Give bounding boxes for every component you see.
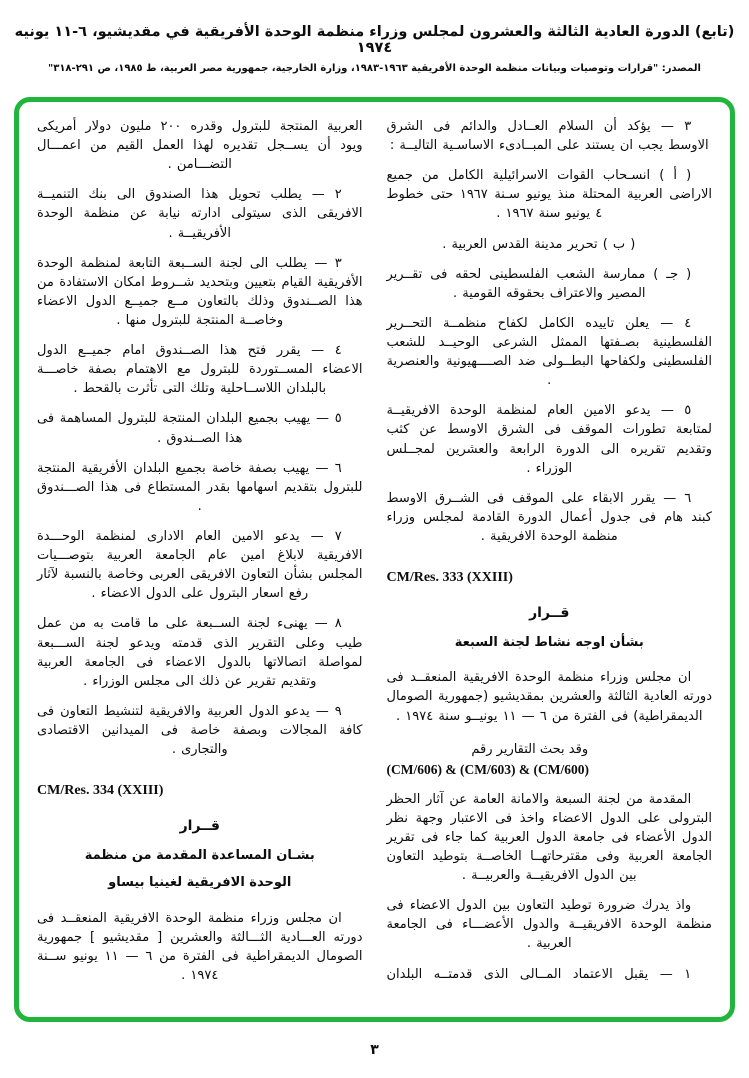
header-session-title: (تابع) الدورة العادية الثالثة والعشرون لمجلس وزراء منظمة الوحدة الأفريقية في مقديشيو، ٦-١١ يونيه ١٩٧٤	[14, 24, 735, 56]
paragraph-clause-2: ٢ — يطلب تحويل هذا الصندوق الى بنك التنميــة الافريقى الذى سيتولى ادارته نيابة عن منظمة الوحدة الأفريقيــة .	[37, 187, 363, 241]
paragraph-clause-1-open: ١ — يقبل الاعتماد المــالى الذى قدمتــه البلدان	[386, 966, 692, 982]
content-frame	[14, 97, 735, 1022]
paragraph-clause-1-cont: العربية المنتجة للبترول وقدره ٢٠٠ مليون دولار أمريكى ويود أن يســجل تقديره لهذا العمل القيم من اعمـــال التضـــامن .	[37, 119, 363, 173]
paragraph-clause-5: ٥ — يدعو الامين العام لمنظمة الوحدة الافريقيــة لمتابعة تطورات الموقف فى الشرق الاوسط عن كثب وتقديم تقريره الى الدورة الرابعة والعشرين لمجــلس الوزراء .	[386, 403, 712, 476]
resolution-ref-333: CM/Res. 333 (XXIII)	[386, 570, 513, 586]
header-source-line: المصدر: "قرارات وتوصيات وبيانات منظمة الوحدة الأفريقية ١٩٦٣-١٩٨٣، وزارة الخارجية، جمهورية مصر العربية، ط ١٩٨٥، ص ٢٩١-٣١٨"	[48, 63, 701, 74]
resolution-subtitle-line1: بشـان المساعدة المقدمة من منظمة	[84, 848, 315, 864]
report-refs: (CM/606) & (CM/603) & (CM/600)	[386, 761, 589, 777]
paragraph-cooperation: واذ يدرك ضرورة توطيد التعاون بين الدول الاعضاء فى منظمة الوحدة الافريقيــة والدول الأعضـــاء فى الجامعة العربية .	[386, 898, 712, 952]
paragraph-clause-3: ٣ — يؤكد أن السلام العــادل والدائم فى الشرق الاوسط يجب ان يستند على المبــادىء الاساسـية التاليــة :	[386, 119, 709, 154]
paragraph-clause-7: ٧ — يدعو الامين العام الادارى لمنظمة الوحـــدة الافريقية لابلاغ امين عام الجامعة العربية بتوصـــيات المجلس بشأن التعاون الافريقى العربى وخاصة بالنسبة لآثار رفع اسعار البترول على الدول الاعضاء .	[37, 528, 363, 602]
column-right	[387, 117, 713, 1007]
paragraph-clause-9: ٩ — يدعو الدول العربية والافريقية لتنشيط التعاون فى كافة المجالات وبصفة خاصة فى الميدانين الاقتصادى والتجارى .	[37, 703, 363, 758]
paragraph-clause-4: ٤ — يعلن تاييده الكامل لكفاح منظمــة التحــرير الفلسطينية بصـفتها الممثل الشرعى الوحيــد للشعب الفلسطينى ولكفاحها البطــولى ضد الصــــهيونية والعنصرية .	[386, 315, 712, 389]
paragraph-clause-6: ٦ — يقرر الابقاء على الموقف فى الشــرق الاوسط كبند هام فى جدول أعمال الدورة القادمة لمجلس وزراء منظمة الوحدة الافريقية .	[386, 490, 712, 544]
paragraph-clause-4-fund: ٤ — يقرر فتح هذا الصــندوق امام جميــع الدول الاعضاء المســتوردة للبترول مع الاهتمام بصفة خاصـــة بالبلدان اللاســاحلية وتلك التى تأثرت بالقحط .	[37, 343, 363, 397]
resolution-heading: قــرار	[529, 604, 570, 621]
paragraph-clause-3-fund: ٣ — يطلب الى لجنة الســبعة التابعة لمنظمة الوحدة الأفريقية القيام بتعيين وبتحديد شــروط امكان الاستفادة من هذا الصــندوق وذلك بالتعاون مــع جميــع الدول الاعضاء وخاصــة المنتجة للبترول منها .	[37, 255, 363, 328]
paragraph-clause-5-fund: ٥ — يهيب بجميع البلدان المنتجة للبترول المساهمة فى هذا الصــندوق .	[37, 411, 342, 446]
page-header	[0, 24, 749, 74]
paragraph-preamble: ان مجلس وزراء منظمة الوحدة الافريقية المنعقــد فى دورته العادية الثالثة والعشرين بمقديشيو (جمهورية الصومال الديمقراطية) فى الفترة من ٦ — ١١ يونيــو سنة ١٩٧٤ .	[386, 670, 712, 724]
paragraph-clause-3b: ( ب ) تحرير مدينة القدس العربية .	[442, 236, 636, 252]
resolution-subtitle: بشأن اوجه نشاط لجنة السبعة	[454, 635, 644, 651]
resolution-subtitle-line2: الوحدة الافريقية لغينيا بيساو	[108, 875, 292, 891]
column-left	[37, 117, 363, 1007]
reports-intro-line: وقد بحث التقارير رقم	[471, 741, 589, 757]
paragraph-clause-8: ٨ — يهنىء لجنة الســبعة على ما قامت به من عمل طيب وعلى التقرير الذى قدمته ويدعو لجنة الســـبعة لمواصلة اتصالاتها بالدول الاعضاء فى الجامعة العربية وتقديم تقرير عن ذلك الى مجلس الوزراء .	[37, 616, 363, 689]
resolution-ref-334: CM/Res. 334 (XXIII)	[37, 783, 164, 799]
paragraph-clause-3a: ( أ ) انسـحاب القوات الاسرائيلية الكامل من جميع الاراضى العربية المحتلة منذ يونيو سـنة ١٩٦٧ حتى خطوط ٤ يونيو سنة ١٩٦٧ .	[386, 168, 712, 222]
paragraph-preamble-334: ان مجلس وزراء منظمة الوحدة الافريقية المنعقــد فى دورته العـــادية الثـــالثة والعشرين [ مقديشيو ] جمهورية الصومال الديمقراطية فى الفترة من ٦ — ١١ يونيو ســنة ١٩٧٤ .	[37, 910, 363, 983]
page-number: ٣	[370, 1042, 379, 1058]
paragraph-reports-detail: المقدمة من لجنة السبعة والامانة العامة عن آثار الحظر البترولى على الدول الاعضاء واخذ فى الاعتبار وجهة نظر الدول الأعضاء فى جامعة الدول العربية كما جاء فى تقرير الجامعة العربية وفى مقترحاتهــا الخاصــة بتوطيد التعاون بين الدول الافريقيــة والعربيــة .	[386, 791, 712, 884]
paragraph-clause-3c: ( جـ ) ممارسة الشعب الفلسطينى لحقه فى تقــرير المصير والاعتراف بحقوقه القومية .	[386, 266, 692, 301]
paragraph-clause-6-fund: ٦ — يهيب بصفة خاصة بجميع البلدان الأفريقية المنتجة للبترول بتقديم اسهامها بقدر المستطاع فى هذا الصـــندوق .	[37, 460, 363, 514]
resolution-heading: قــرار	[179, 817, 220, 834]
